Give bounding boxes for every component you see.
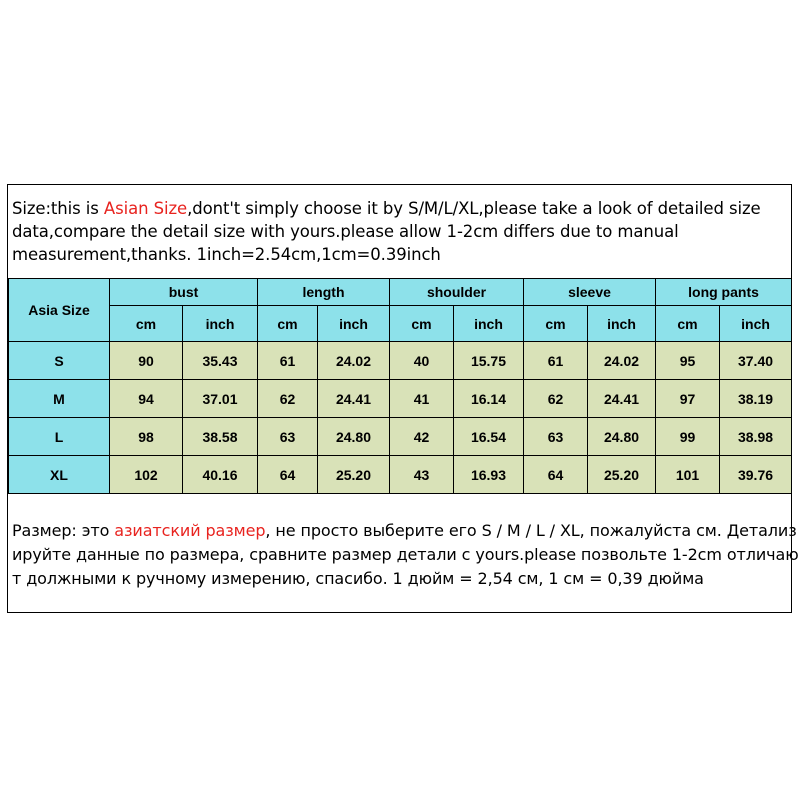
size-chart <box>7 184 799 613</box>
table-cell: 16.93 <box>454 456 524 494</box>
table-cell: 94 <box>110 380 183 418</box>
english-note-line-2: data,compare the detail size with yours.please allow 1-2cm differs due to manual <box>12 222 679 241</box>
table-cell: 95 <box>656 342 720 380</box>
table-cell: 24.80 <box>588 418 656 456</box>
size-label: S <box>9 342 110 380</box>
asian-size-highlight: Asian Size <box>103 199 188 218</box>
size-table <box>8 278 792 494</box>
table-cell: 24.02 <box>588 342 656 380</box>
table-cell: 99 <box>656 418 720 456</box>
russian-note-line-2: ируйте данные по размера, сравните размер детали с yours.please позвольте 1-2cm отличаю <box>12 545 799 564</box>
asian-size-highlight-ru: азиатский размер <box>114 521 266 540</box>
table-cell: 37.40 <box>720 342 792 380</box>
table-cell: 64 <box>258 456 318 494</box>
russian-note-text: , не просто выберите его S / M / L / XL, пожалуйста см. Детализ <box>265 521 797 540</box>
size-label: L <box>9 418 110 456</box>
table-cell: 35.43 <box>183 342 258 380</box>
table-row <box>9 418 792 456</box>
table-cell: 97 <box>656 380 720 418</box>
sub-header-cm: cm <box>524 306 588 342</box>
table-cell: 24.41 <box>318 380 390 418</box>
group-header-long-pants: long pants <box>656 279 792 306</box>
table-cell: 102 <box>110 456 183 494</box>
table-row <box>9 380 792 418</box>
sub-header-inch: inch <box>588 306 656 342</box>
table-cell: 98 <box>110 418 183 456</box>
table-cell: 37.01 <box>183 380 258 418</box>
table-cell: 25.20 <box>318 456 390 494</box>
table-cell: 61 <box>524 342 588 380</box>
table-cell: 38.19 <box>720 380 792 418</box>
english-note-line-3: measurement,thanks. 1inch=2.54cm,1cm=0.39inch <box>12 245 441 264</box>
group-header-bust: bust <box>110 279 258 306</box>
table-cell: 24.41 <box>588 380 656 418</box>
russian-note-line-1 <box>12 519 799 543</box>
group-header-shoulder: shoulder <box>390 279 524 306</box>
asia-size-header: Asia Size <box>9 279 110 342</box>
table-cell: 38.98 <box>720 418 792 456</box>
sub-header-inch: inch <box>318 306 390 342</box>
group-header-length: length <box>258 279 390 306</box>
table-cell: 40.16 <box>183 456 258 494</box>
english-note-text: Size:this is <box>12 199 104 218</box>
table-cell: 62 <box>524 380 588 418</box>
sub-header-inch: inch <box>183 306 258 342</box>
sub-header-cm: cm <box>656 306 720 342</box>
table-row <box>9 456 792 494</box>
russian-note <box>12 519 799 591</box>
english-note-text: ,dont't simply choose it by S/M/L/XL,please take a look of detailed size <box>187 199 761 218</box>
table-cell: 15.75 <box>454 342 524 380</box>
table-cell: 43 <box>390 456 454 494</box>
sub-header-inch: inch <box>454 306 524 342</box>
table-cell: 24.02 <box>318 342 390 380</box>
table-cell: 38.58 <box>183 418 258 456</box>
table-cell: 101 <box>656 456 720 494</box>
table-row <box>9 342 792 380</box>
english-note-line-1 <box>12 197 761 220</box>
sub-header-cm: cm <box>110 306 183 342</box>
table-cell: 90 <box>110 342 183 380</box>
russian-note-line-3: т должными к ручному измерению, спасибо. 1 дюйм = 2,54 см, 1 см = 0,39 дюйма <box>12 569 704 588</box>
table-cell: 16.54 <box>454 418 524 456</box>
table-cell: 42 <box>390 418 454 456</box>
table-cell: 63 <box>524 418 588 456</box>
table-cell: 16.14 <box>454 380 524 418</box>
table-cell: 62 <box>258 380 318 418</box>
russian-note-text: Размер: это <box>12 521 115 540</box>
sub-header-cm: cm <box>258 306 318 342</box>
table-cell: 61 <box>258 342 318 380</box>
table-cell: 39.76 <box>720 456 792 494</box>
sub-header-inch: inch <box>720 306 792 342</box>
table-cell: 64 <box>524 456 588 494</box>
table-cell: 40 <box>390 342 454 380</box>
english-note <box>12 197 761 266</box>
sub-header-cm: cm <box>390 306 454 342</box>
table-cell: 24.80 <box>318 418 390 456</box>
size-label: XL <box>9 456 110 494</box>
table-cell: 41 <box>390 380 454 418</box>
table-cell: 63 <box>258 418 318 456</box>
size-label: M <box>9 380 110 418</box>
group-header-sleeve: sleeve <box>524 279 656 306</box>
table-cell: 25.20 <box>588 456 656 494</box>
